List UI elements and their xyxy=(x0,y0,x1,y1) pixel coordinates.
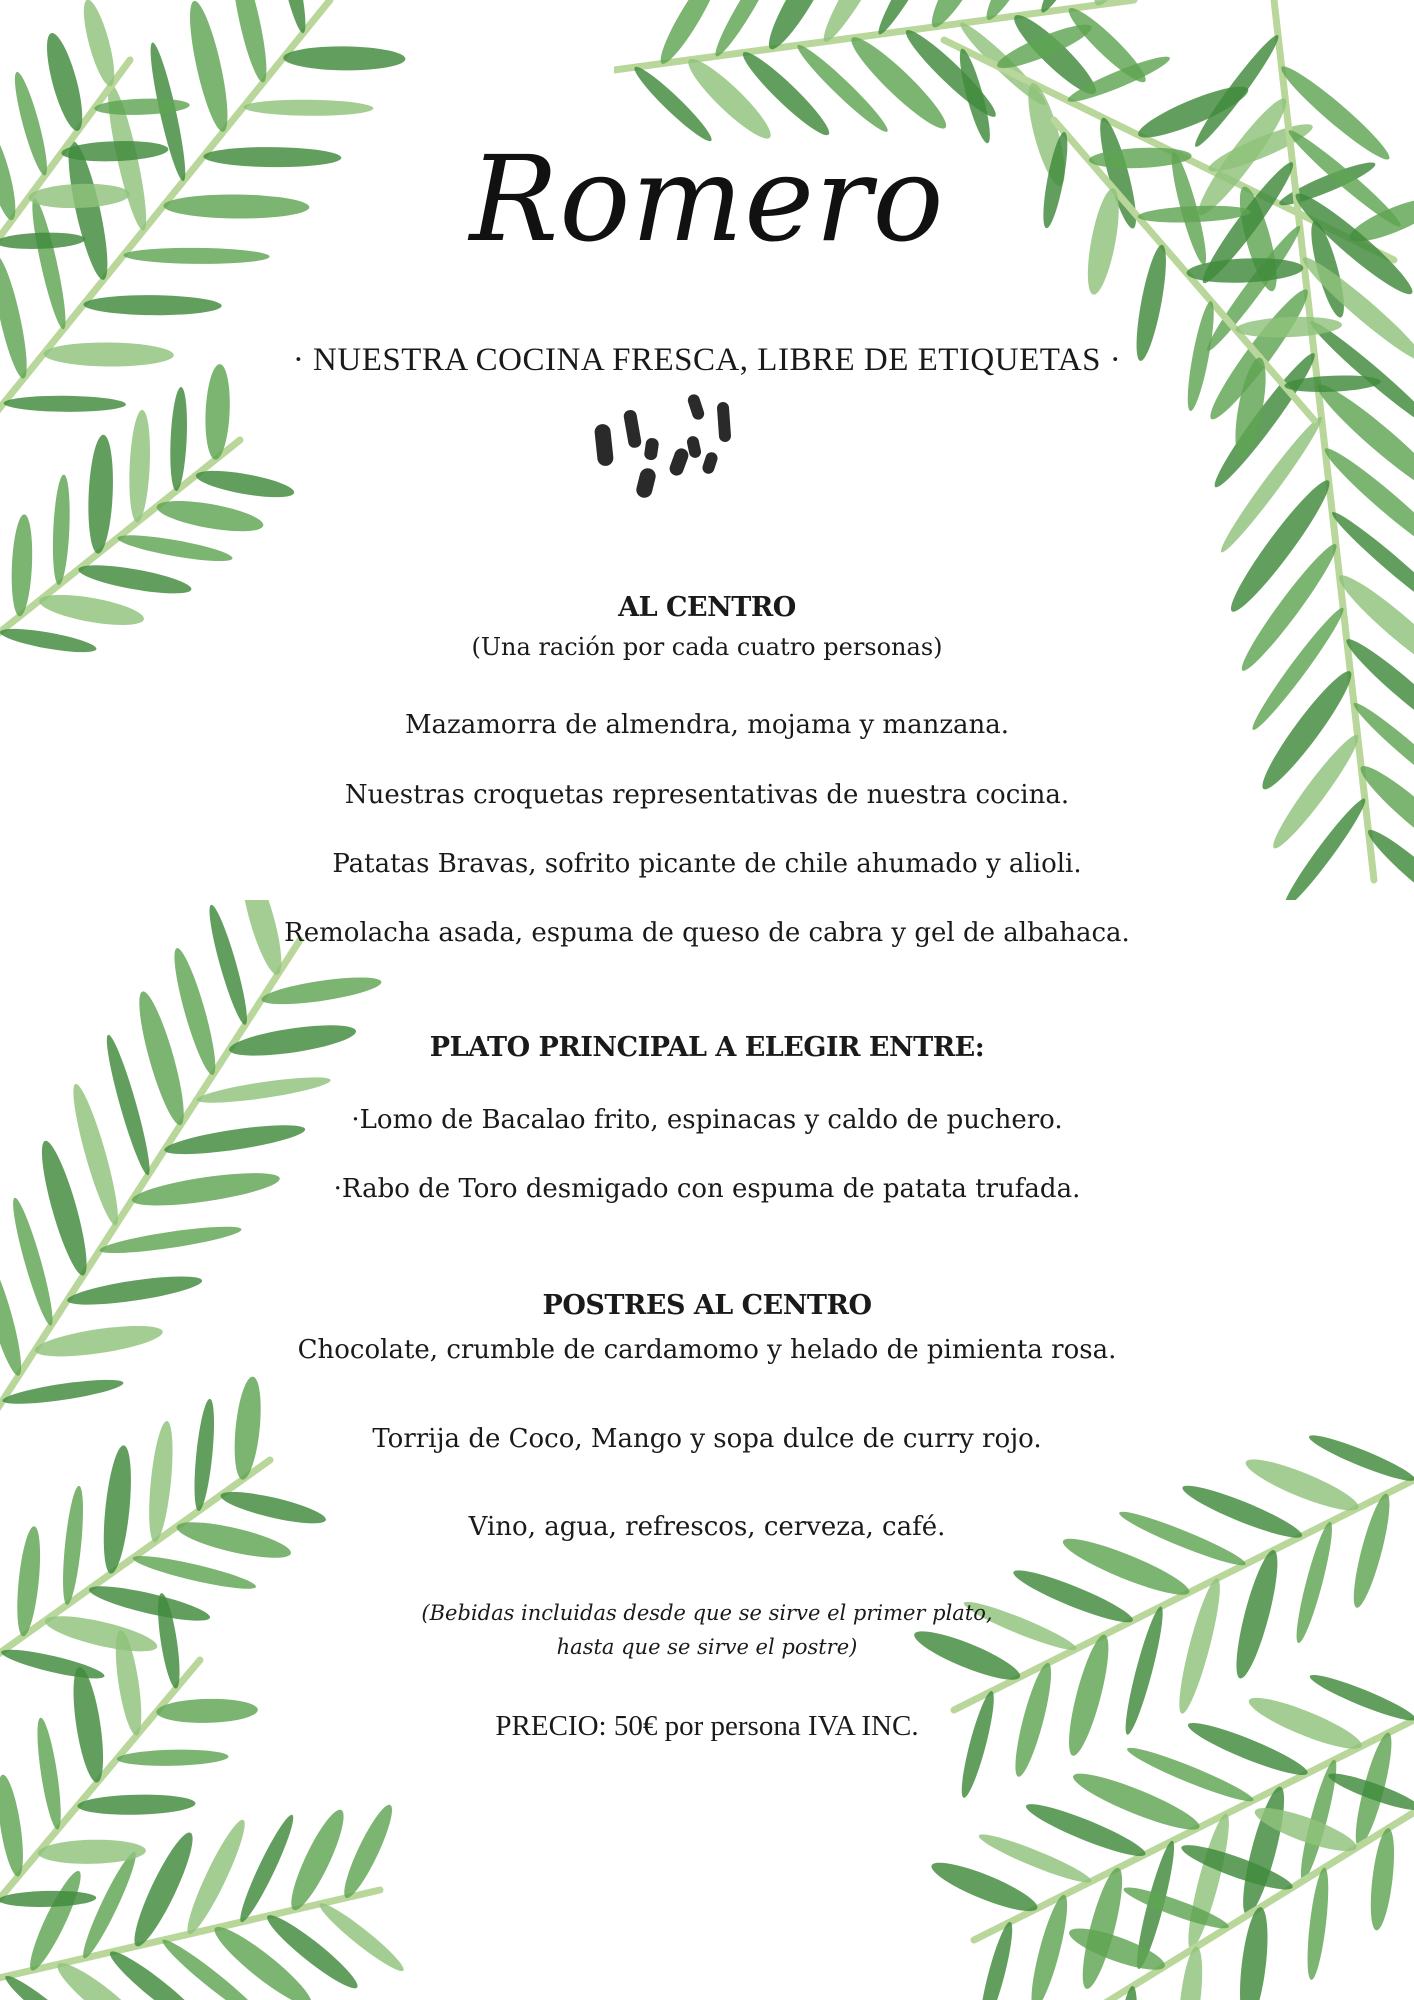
section-heading-plato-principal: PLATO PRINCIPAL A ELEGIR ENTRE: xyxy=(429,1032,985,1063)
drinks-note-line-1: (Bebidas incluidas desde que se sirve el primer plato, xyxy=(421,1601,993,1625)
price: PRECIO: 50€ por persona IVA INC. xyxy=(495,1710,919,1742)
drinks-line: Vino, agua, refrescos, cerveza, café. xyxy=(468,1512,946,1542)
menu-item: ·Rabo de Toro desmigado con espuma de patata trufada. xyxy=(333,1174,1081,1204)
menu-item: Chocolate, crumble de cardamomo y helado de pimienta rosa. xyxy=(297,1335,1117,1365)
drinks-note-line-2: hasta que se sirve el postre) xyxy=(556,1635,858,1659)
tagline: · NUESTRA COCINA FRESCA, LIBRE DE ETIQUETAS · xyxy=(292,342,1122,378)
section-heading-al-centro: AL CENTRO xyxy=(618,592,796,623)
menu-item: Nuestras croquetas representativas de nuestra cocina. xyxy=(344,780,1070,810)
section-subheading: (Una ración por cada cuatro personas) xyxy=(471,633,943,661)
menu-item: ·Lomo de Bacalao frito, espinacas y caldo de puchero. xyxy=(351,1105,1063,1135)
section-heading-postres: POSTRES AL CENTRO xyxy=(542,1290,872,1321)
menu-item: Mazamorra de almendra, mojama y manzana. xyxy=(404,710,1010,740)
menu-item: Remolacha asada, espuma de queso de cabra y gel de albahaca. xyxy=(284,918,1130,948)
menu-item: Patatas Bravas, sofrito picante de chile ahumado y alioli. xyxy=(332,849,1082,879)
brand-name: Romero xyxy=(469,130,945,268)
menu-item: Torrija de Coco, Mango y sopa dulce de curry rojo. xyxy=(372,1424,1042,1454)
